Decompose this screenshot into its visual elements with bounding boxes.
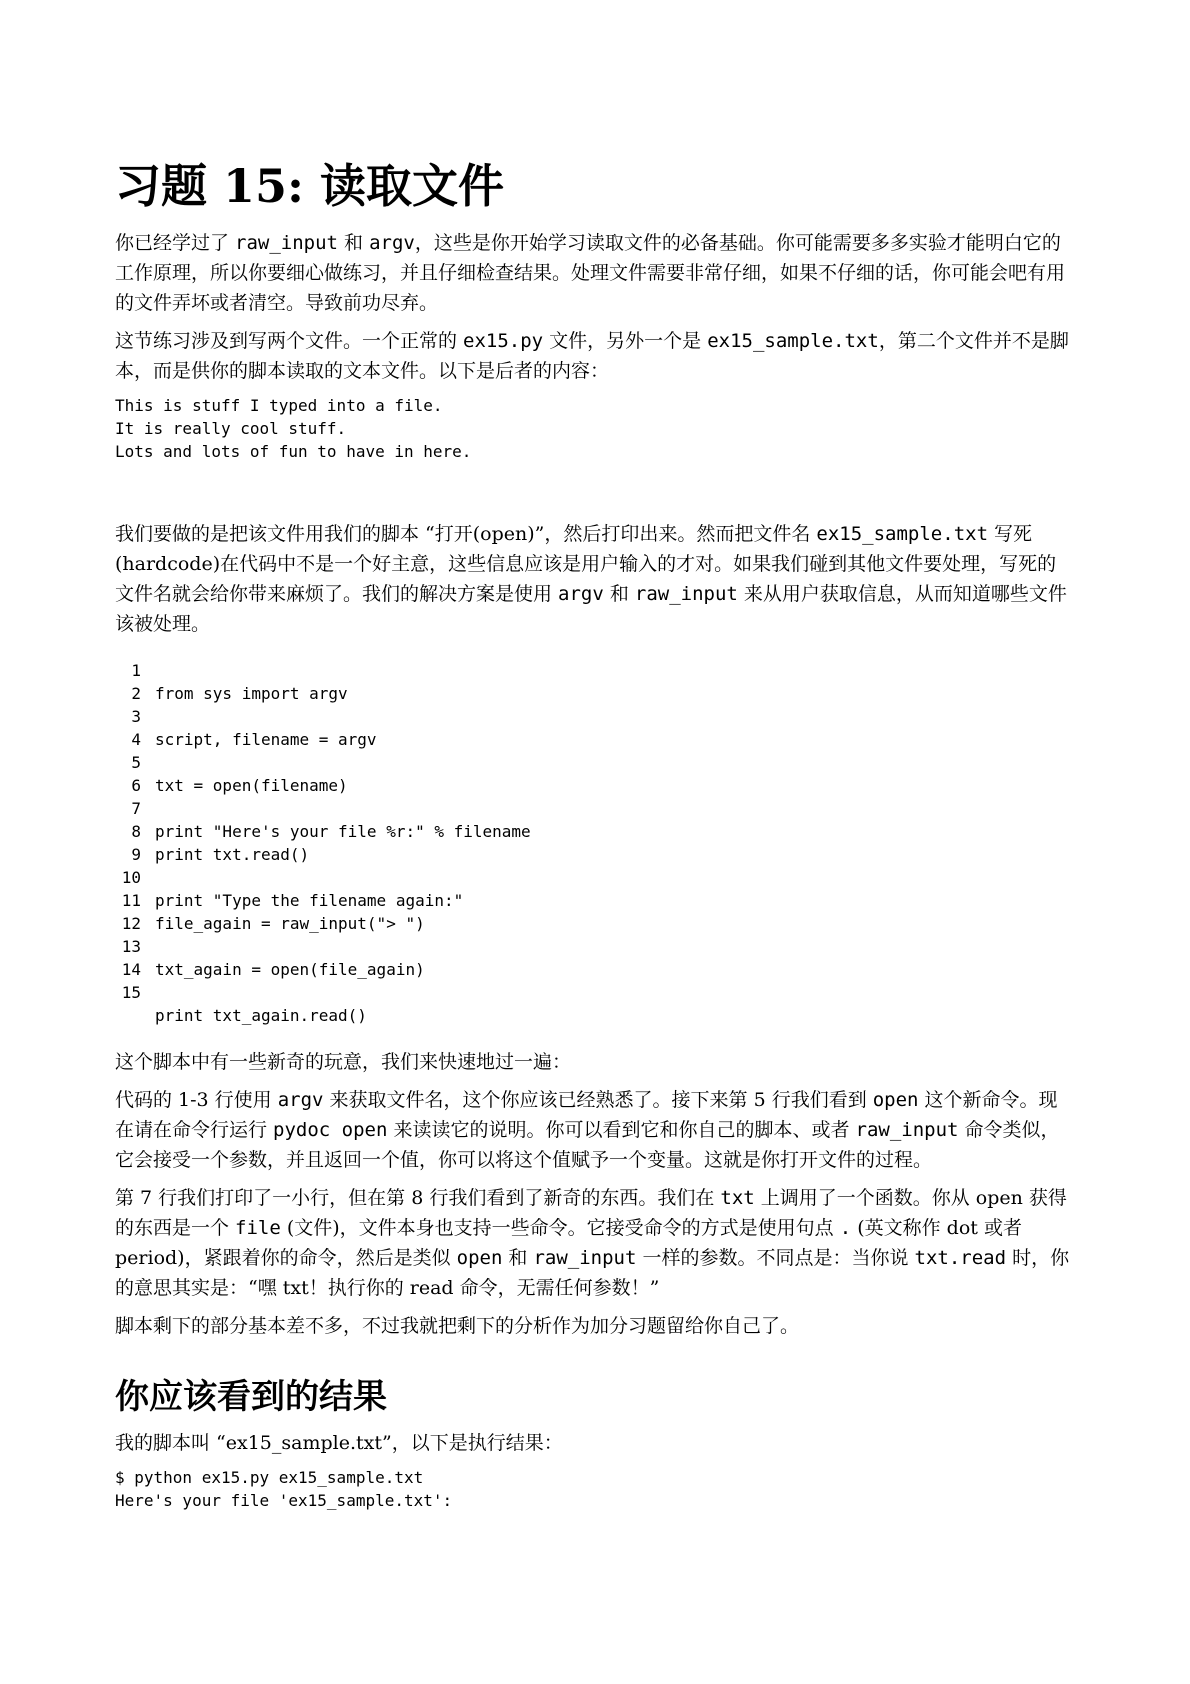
explain-paragraph-4: 脚本剩下的部分基本差不多，不过我就把剩下的分析作为加分习题留给你自己了。 bbox=[115, 1315, 800, 1337]
inline-code: txt.read bbox=[914, 1247, 1007, 1269]
intro-paragraph-1: 你已经学过了 raw_input 和 argv，这些是你开始学习读取文件的必备基础。你可能需要多多实验才能明白它的工作原理，所以你要细心做练习，并且仔细检查结果。处理文件需要非常仔细，如果不仔细的话，你可能会吧有用的文件弄坏或者清空。导致前功尽弃。 bbox=[115, 232, 1066, 314]
section-heading: 你应该看到的结果 bbox=[115, 1377, 387, 1417]
inline-code: raw_input bbox=[533, 1247, 637, 1269]
plan-paragraph: 我们要做的是把该文件用我们的脚本 “打开(open)”，然后打印出来。然而把文件名 ex15_sample.txt 写死(hardcode)在代码中不是一个好主意，这些信息应该是用户输入的才对。如果我们碰到其他文件要处理，写死的文件名就会给你带来麻烦了。我们的解决方案是使用 argv 和 raw_input 来从用户获取信息，从而知道哪些文件该被处理。 bbox=[115, 523, 1067, 635]
results-paragraph: 我的脚本叫 “ex15_sample.txt”，以下是执行结果： bbox=[115, 1432, 563, 1454]
inline-code: . bbox=[839, 1217, 852, 1239]
document-page bbox=[115, 150, 1075, 1512]
sample-file-content: This is stuff I typed into a file. It is really cool stuff. Lots and lots of fun to have in here. bbox=[115, 396, 472, 461]
inline-code: pydoc open bbox=[273, 1119, 388, 1141]
explain-paragraph-2: 代码的 1-3 行使用 argv 来获取文件名，这个你应该已经熟悉了。接下来第 5 行我们看到 open 这个新命令。现在请在命令行运行 pydoc open 来读读它的说明。你可以看到它和你自己的脚本、或者 raw_input 命令类似，它会接受一个参数，并且返回一个值，你可以将这个值赋予一个变量。这就是你打开文件的过程。 bbox=[115, 1089, 1060, 1171]
page-title: 习题 15: 读取文件 bbox=[115, 159, 505, 213]
inline-code: raw_input bbox=[235, 232, 338, 254]
inline-code: open bbox=[456, 1247, 503, 1269]
inline-code: argv bbox=[277, 1089, 324, 1111]
inline-code: ex15_sample.txt bbox=[707, 330, 879, 352]
line-numbers: 1 2 3 4 5 6 7 8 9 10 11 12 13 14 15 bbox=[121, 661, 141, 1002]
inline-code: raw_input bbox=[855, 1119, 959, 1141]
terminal-output: $ python ex15.py ex15_sample.txt Here's your file 'ex15_sample.txt': bbox=[115, 1468, 453, 1510]
inline-code: ex15_sample.txt bbox=[816, 523, 989, 545]
explain-paragraph-3: 第 7 行我们打印了一小行，但在第 8 行我们看到了新奇的东西。我们在 txt 上调用了一个函数。你从 open 获得的东西是一个 file (文件)，文件本身也支持一些命令。它接受命令的方式是使用句点 . (英文称作 dot 或者 period)，紧跟着你的命令，然后是类似 open 和 raw_input 一样的参数。不同点是：当你说 txt.read 时，你的意思其实是：“嘿 txt！执行你的 read 命令，无需任何参数！” bbox=[115, 1187, 1070, 1299]
inline-code: file bbox=[235, 1217, 281, 1239]
code-lines: from sys import argv script, filename = argv txt = open(filename) print "Here's your file %r:" % filename print txt.read() print "Type the filename again:" file_again = raw_input("> ") txt_again = open(file_again) print txt_again.read() bbox=[155, 684, 531, 1025]
inline-code: ex15.py bbox=[463, 330, 544, 352]
inline-code: txt bbox=[720, 1187, 755, 1209]
explain-paragraph-1: 这个脚本中有一些新奇的玩意，我们来快速地过一遍： bbox=[115, 1051, 572, 1073]
intro-paragraph-2: 这节练习涉及到写两个文件。一个正常的 ex15.py 文件，另外一个是 ex15_sample.txt，第二个文件并不是脚本，而是供你的脚本读取的文本文件。以下是后者的内容： bbox=[115, 330, 1069, 382]
inline-code: open bbox=[872, 1089, 919, 1111]
inline-code: raw_input bbox=[634, 583, 738, 605]
inline-code: argv bbox=[369, 232, 415, 254]
code-listing bbox=[115, 659, 1075, 1027]
inline-code: argv bbox=[558, 583, 604, 605]
